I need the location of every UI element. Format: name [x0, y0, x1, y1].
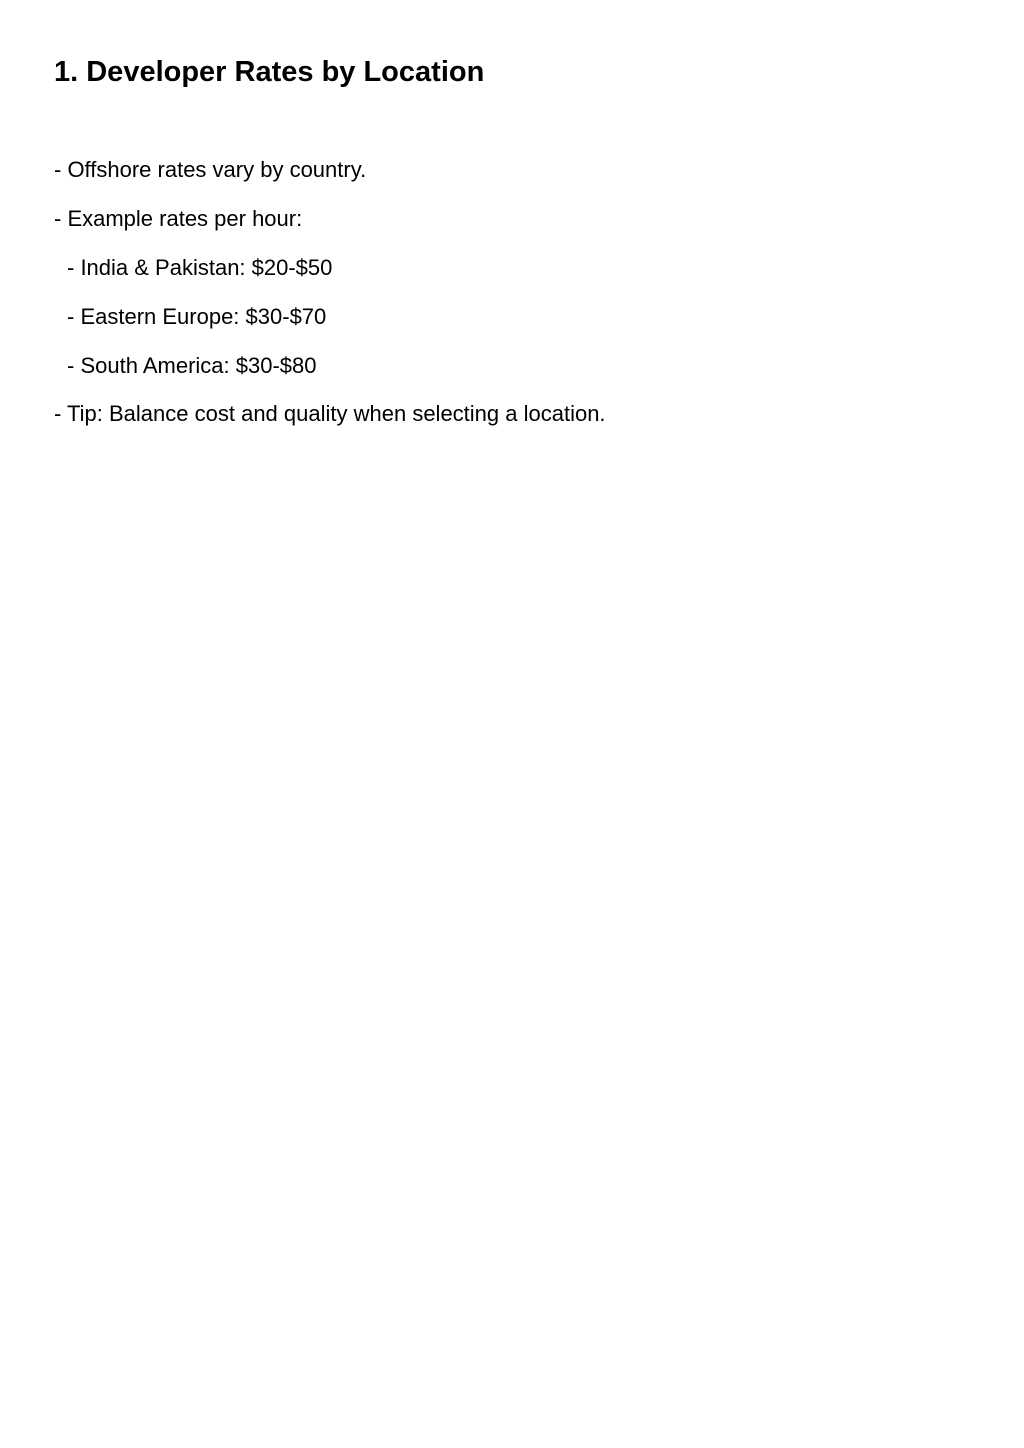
bullet-example-rates: - Example rates per hour: [54, 206, 303, 231]
sub-bullet-south-america: - South America: $30-$80 [67, 353, 317, 378]
sub-bullet-eastern-europe: - Eastern Europe: $30-$70 [67, 304, 327, 329]
section-heading: 1. Developer Rates by Location [54, 56, 485, 88]
sub-bullet-india-pakistan: - India & Pakistan: $20-$50 [67, 255, 333, 280]
bullet-tip: - Tip: Balance cost and quality when selecting a location. [54, 401, 606, 426]
bullet-offshore-rates: - Offshore rates vary by country. [54, 157, 367, 182]
